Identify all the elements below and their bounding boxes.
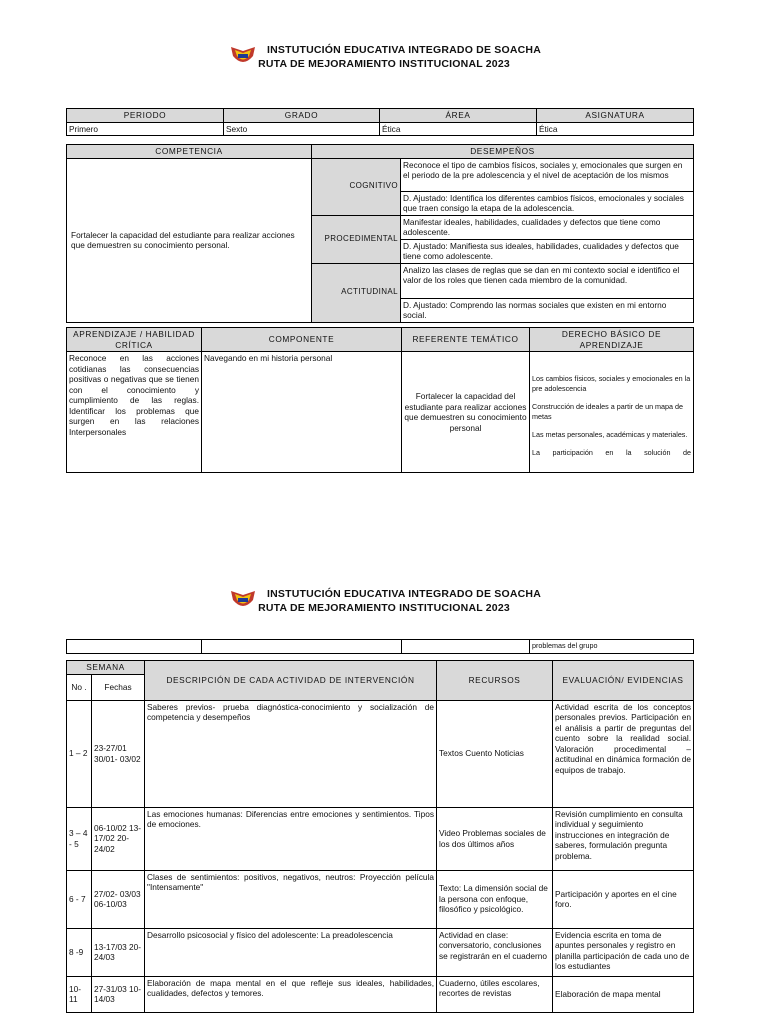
header-area: ÁREA <box>380 109 537 123</box>
document-subtitle-2: RUTA DE MEJORAMIENTO INSTITUCIONAL 2023 <box>258 602 510 614</box>
header-asignatura: ASIGNATURA <box>537 109 694 123</box>
value-asignatura: Ética <box>537 122 694 136</box>
referente-text: Fortalecer la capacidad del estudiante para realizar acciones que demuestren su conocimiento personal <box>402 352 530 473</box>
dba-header: DERECHO BÁSICO DE APRENDIZAJE <box>530 328 694 352</box>
row-description: Elaboración de mapa mental en el que refleje sus ideales, habilidades, cualidades, defectos y temores. <box>145 976 437 1012</box>
procedimental-ajustado: D. Ajustado: Manifiesta sus ideales, habilidades, cualidades y defectos que tiene como adolescente. <box>401 239 694 263</box>
procedimental-desempeno: Manifestar ideales, habilidades, cualidades y defectos que tiene como adolescente. <box>401 215 694 239</box>
row-evaluacion: Evidencia escrita en toma de apuntes personales y registro en planilla participación de cada uno de los estudiantes <box>553 928 694 976</box>
row-no: 6 - 7 <box>67 870 92 928</box>
row-recursos: Actividad en clase: conversatorio, conclusiones se registrarán en el cuaderno <box>437 928 553 976</box>
page-header-1 <box>0 43 768 71</box>
activity-plan-table <box>66 660 694 1013</box>
row-fechas: 27-31/03 10-14/03 <box>92 976 145 1012</box>
value-periodo: Primero <box>67 122 224 136</box>
competencia-header: COMPETENCIA <box>67 145 312 159</box>
descripcion-header: DESCRIPCIÓN DE CADA ACTIVIDAD DE INTERVENCIÓN <box>145 661 437 701</box>
evaluacion-header: EVALUACIÓN/ EVIDENCIAS <box>553 661 694 701</box>
row-fechas: 23-27/01 30/01- 03/02 <box>92 700 145 807</box>
dba-list <box>530 352 694 473</box>
row-recursos: Texto: La dimensión social de la persona con enfoque, filosófico y psicológico. <box>437 870 553 928</box>
habilidad-critica-text: Reconoce en las acciones cotidianas las consecuencias positivas o negativas que se tienen con el conocimiento y cumplimiento de las reglas. Identificar los problemas que surgen en las relaciones Interpersonales <box>67 352 202 473</box>
activity-row <box>67 807 694 870</box>
dba-item: Construcción de ideales a partir de un mapa de metas <box>532 402 684 421</box>
row-description: Las emociones humanas: Diferencias entre emociones y sentimientos. Tipos de emociones. <box>145 807 437 870</box>
dba-item: La participación en la solución de <box>532 448 691 457</box>
no-header: No . <box>67 674 92 700</box>
referente-header: REFERENTE TEMÁTICO <box>402 328 530 352</box>
row-no: 1 – 2 <box>67 700 92 807</box>
componente-header: COMPONENTE <box>202 328 402 352</box>
recursos-header: RECURSOS <box>437 661 553 701</box>
actitudinal-label: ACTITUDINAL <box>312 263 401 322</box>
value-area: Ética <box>380 122 537 136</box>
row-recursos: Video Problemas sociales de los dos últimos años <box>437 807 553 870</box>
empty-cell <box>67 640 202 654</box>
row-evaluacion: Elaboración de mapa mental <box>553 976 694 1012</box>
competencia-text: Fortalecer la capacidad del estudiante para realizar acciones que demuestren su conocimiento personal. <box>67 158 312 322</box>
row-no: 3 – 4 - 5 <box>67 807 92 870</box>
actitudinal-ajustado: D. Ajustado: Comprendo las normas sociales que existen en mi entorno social. <box>401 298 694 322</box>
row-evaluacion: Participación y aportes en el cine foro. <box>553 870 694 928</box>
row-evaluacion: Actividad escrita de los conceptos personales previos. Participación en el análisis a partir de preguntas del cuento sobre la realidad social. Valoración procedimental – actitudinal en dinámica formación de equipos de trabajo. <box>553 700 694 807</box>
institution-title: INSTUTUCIÓN EDUCATIVA INTEGRADO DE SOACHA <box>266 44 541 56</box>
fechas-header: Fechas <box>92 674 145 700</box>
row-recursos: Textos Cuento Noticias <box>437 700 553 807</box>
row-description: Desarrollo psicosocial y físico del adolescente: La preadolescencia <box>145 928 437 976</box>
componente-text: Navegando en mi historia personal <box>202 352 402 473</box>
dba-item: Los cambios físicos, sociales y emocionales en la pre adolescencia <box>532 374 691 393</box>
institution-title-2: INSTUTUCIÓN EDUCATIVA INTEGRADO DE SOACHA <box>266 588 541 600</box>
dba-continuation: problemas del grupo <box>530 640 694 654</box>
row-description: Clases de sentimientos: positivos, negativos, neutros: Proyección película "Intensamente" <box>145 870 437 928</box>
page-header-2 <box>0 587 768 615</box>
school-crest-icon <box>230 44 256 68</box>
activity-row <box>67 870 694 928</box>
empty-cell <box>202 640 402 654</box>
activity-row <box>67 976 694 1012</box>
actitudinal-desempeno: Analizo las clases de reglas que se dan en mi contexto social e identifico el valor de los roles que tienen cada miembro de la comunidad. <box>401 263 694 298</box>
empty-cell <box>402 640 530 654</box>
school-crest-icon <box>230 588 256 612</box>
desempenos-header: DESEMPEÑOS <box>312 145 694 159</box>
row-description: Saberes previos- prueba diagnóstica-conocimiento y socialización de competencia y desempeños <box>145 700 437 807</box>
header-grado: GRADO <box>224 109 380 123</box>
aprendizaje-header: APRENDIZAJE / HABILIDAD CRÍTICA <box>67 328 202 352</box>
row-recursos: Cuaderno, útiles escolares, recortes de revistas <box>437 976 553 1012</box>
row-no: 8 -9 <box>67 928 92 976</box>
activity-row <box>67 928 694 976</box>
continuation-table <box>66 639 694 654</box>
row-no: 10- 11 <box>67 976 92 1012</box>
cognitivo-label: COGNITIVO <box>312 158 401 215</box>
cognitivo-desempeno: Reconoce el tipo de cambios físicos, sociales y, emocionales que surgen en el periodo de la pre adolescencia y el nivel de aceptación de los mismos <box>401 158 694 191</box>
row-fechas: 27/02- 03/03 06-10/03 <box>92 870 145 928</box>
row-fechas: 13-17/03 20-24/03 <box>92 928 145 976</box>
row-evaluacion: Revisión cumplimiento en consulta individual y seguimiento instrucciones en integración de saberes, formulación pregunta problema. <box>553 807 694 870</box>
dba-item: Las metas personales, académicas y materiales. <box>532 430 688 439</box>
value-grado: Sexto <box>224 122 380 136</box>
cognitivo-ajustado: D. Ajustado: Identifica los diferentes cambios físicos, emocionales y sociales que traen consigo la etapa de la adolescencia. <box>401 191 694 215</box>
activity-row <box>67 700 694 807</box>
aprendizaje-table <box>66 327 694 473</box>
document-subtitle: RUTA DE MEJORAMIENTO INSTITUCIONAL 2023 <box>258 58 510 70</box>
competencia-desempenos-table <box>66 144 694 323</box>
row-fechas: 06-10/02 13-17/02 20-24/02 <box>92 807 145 870</box>
header-periodo: PERIODO <box>67 109 224 123</box>
procedimental-label: PROCEDIMENTAL <box>312 215 401 263</box>
info-table <box>66 108 694 136</box>
semana-header: SEMANA <box>67 661 145 675</box>
